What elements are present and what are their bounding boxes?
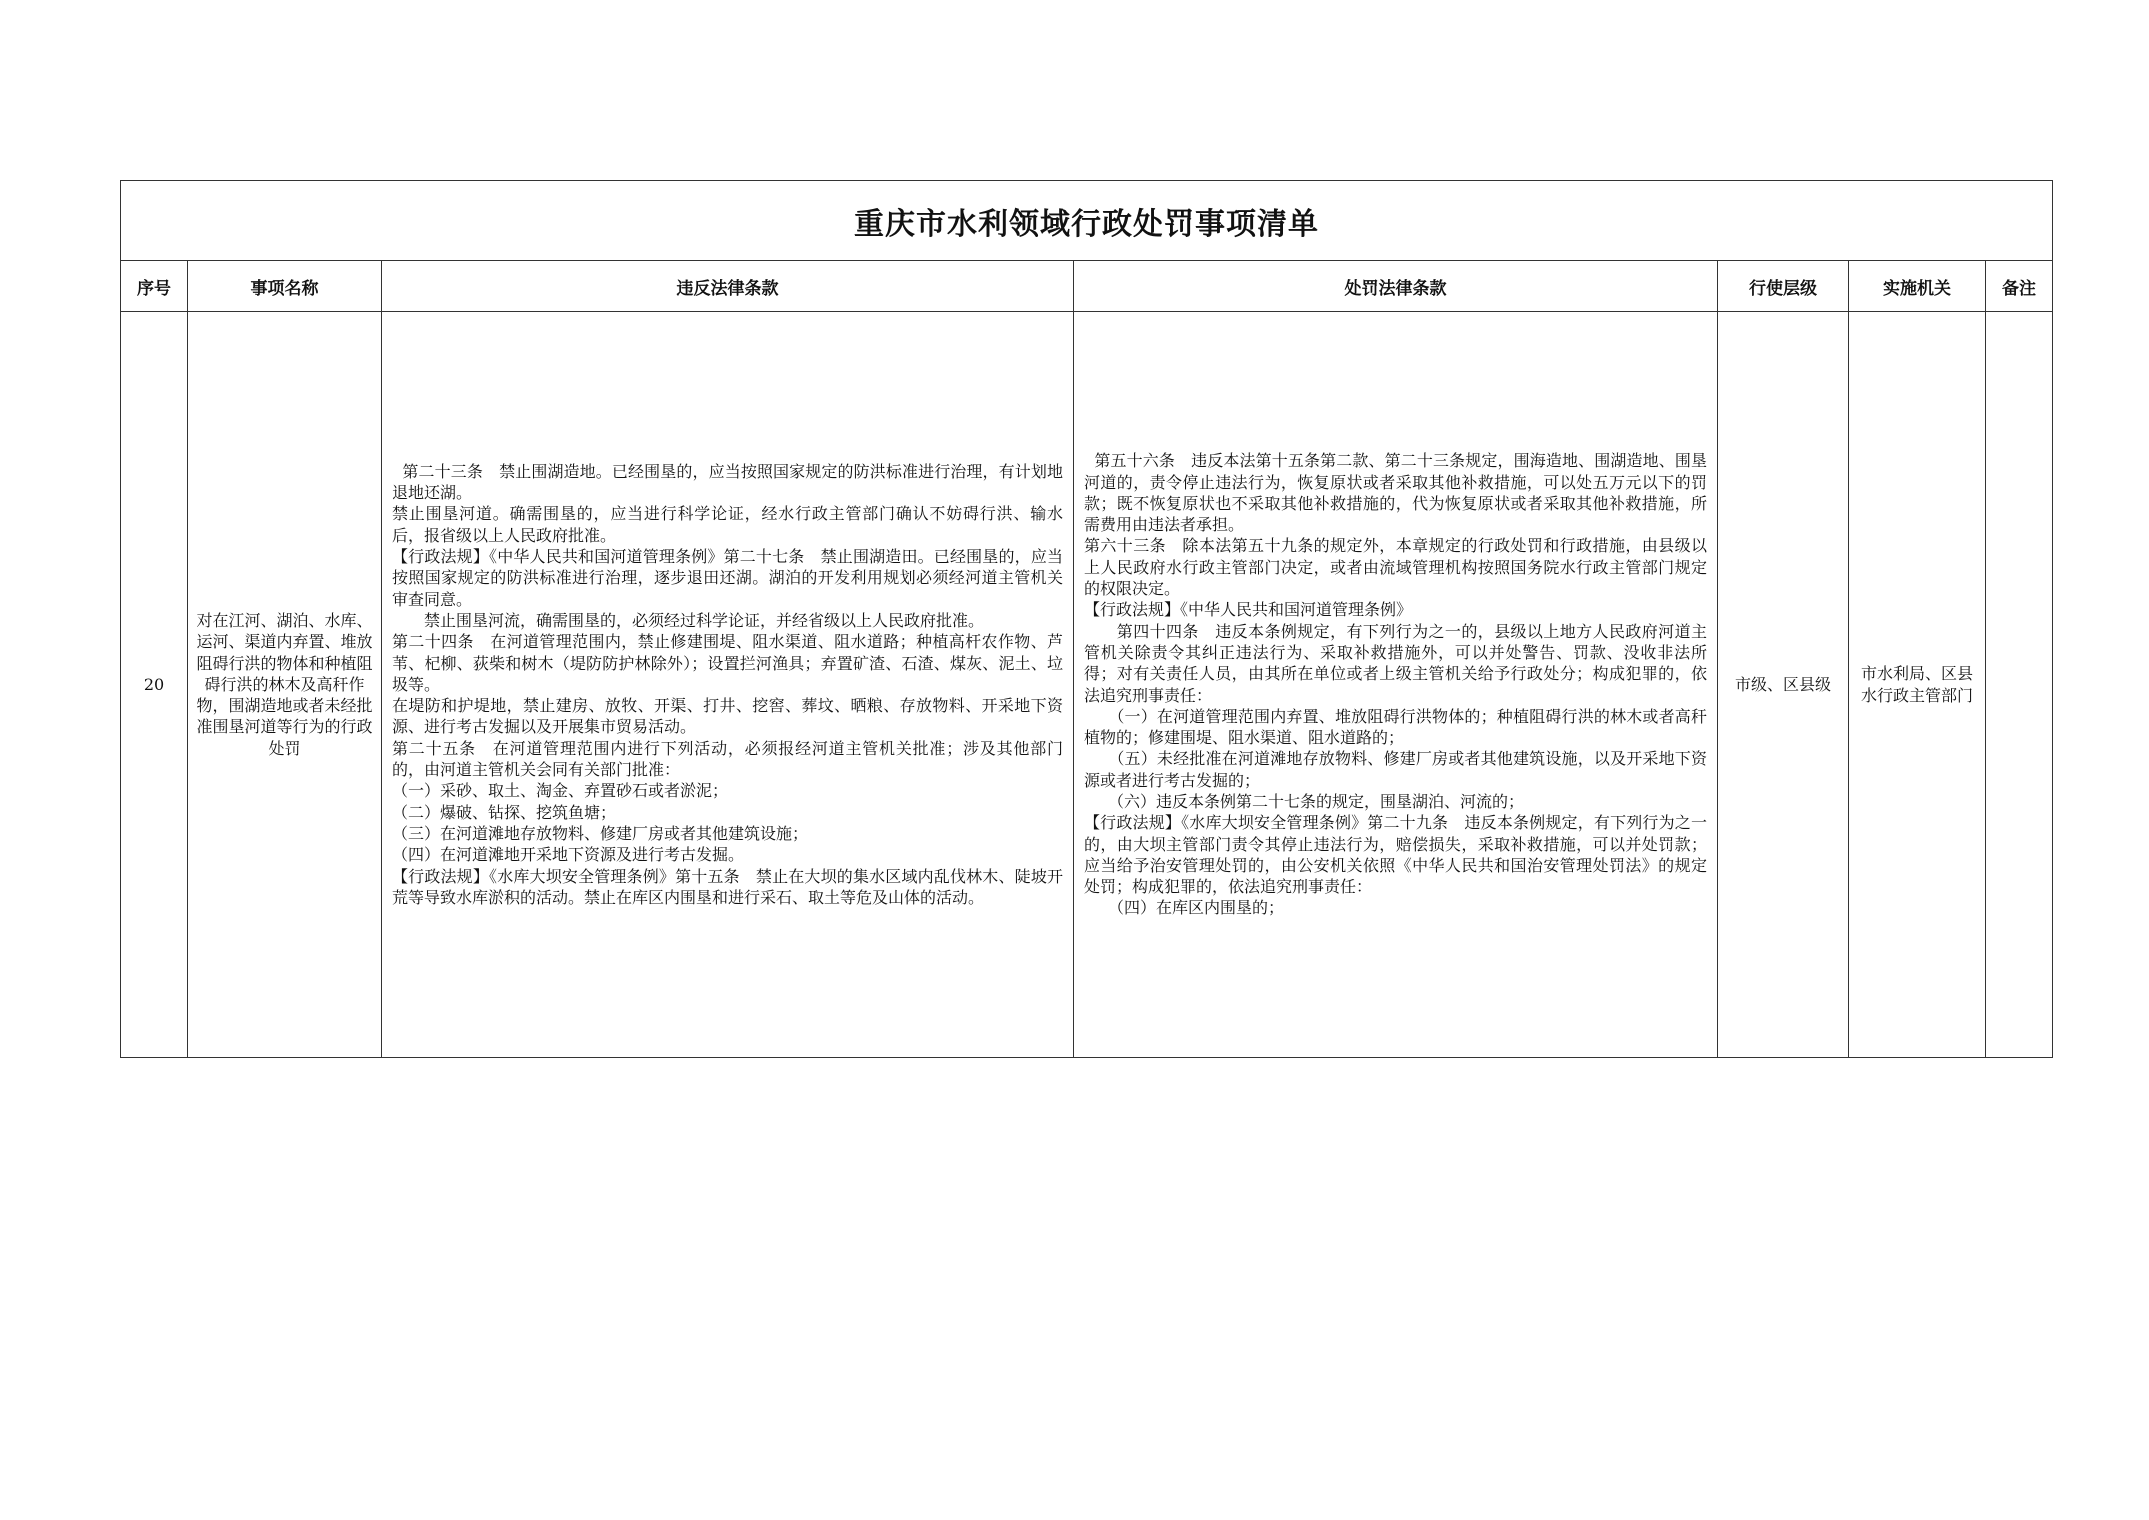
header-seq: 序号: [121, 261, 188, 312]
cell-violated-law: [382, 312, 1074, 1058]
penalty-law-line: （一）在河道管理范围内弃置、堆放阻碍行洪物体的；种植阻碍行洪的林木或者高秆植物的；修建围堤、阻水渠道、阻水道路的；: [1084, 706, 1707, 748]
violated-law-line: 【行政法规】《中华人民共和国河道管理条例》第二十七条 禁止围湖造田。已经围垦的，应当按照国家规定的防洪标准进行治理，逐步退田还湖。湖泊的开发利用规划必须经河道主管机关审查同意。: [392, 547, 1063, 609]
violated-law-line: 禁止围垦河流，确需围垦的，必须经过科学论证，并经省级以上人民政府批准。: [392, 610, 985, 630]
violated-law-line: （四）在河道滩地开采地下资源及进行考古发掘。: [392, 845, 745, 865]
penalty-law-line: （四）在库区内围垦的；: [1084, 898, 1285, 918]
table-title: 重庆市水利领域行政处罚事项清单: [121, 181, 2053, 261]
title-row: [121, 181, 2053, 261]
header-item-name: 事项名称: [188, 261, 382, 312]
violated-law-line: （一）采砂、取土、淘金、弃置砂石或者淤泥；: [392, 781, 729, 801]
cell-seq: 20: [121, 312, 188, 1058]
penalty-law-line: 第六十三条 除本法第五十九条的规定外，本章规定的行政处罚和行政措施，由县级以上人民政府水行政主管部门决定，或者由流域管理机构按照国务院水行政主管部门规定的权限决定。: [1084, 536, 1707, 599]
header-agency: 实施机关: [1849, 261, 1986, 312]
header-row: [121, 261, 2053, 312]
violated-law-line: 在堤防和护堤地，禁止建房、放牧、开渠、打井、挖窖、葬坟、晒粮、存放物料、开采地下资源、进行考古发掘以及开展集市贸易活动。: [392, 696, 1063, 737]
penalty-law-line: 第五十六条 违反本法第十五条第二款、第二十三条规定，围海造地、围湖造地、围垦河道的，责令停止违法行为，恢复原状或者采取其他补救措施，可以处五万元以下的罚款；既不恢复原状也不采取其他补救措施的，代为恢复原状或者采取其他补救措施，所需费用由违法者承担。: [1084, 451, 1707, 535]
violated-law-line: 第二十三条 禁止围湖造地。已经围垦的，应当按照国家规定的防洪标准进行治理，有计划地退地还湖。: [392, 461, 1063, 503]
cell-remark: [1986, 312, 2053, 1058]
cell-level: 市级、区县级: [1718, 312, 1849, 1058]
penalty-law-line: 【行政法规】《中华人民共和国河道管理条例》: [1084, 600, 1413, 620]
penalty-law-line: 【行政法规】《水库大坝安全管理条例》第二十九条 违反本条例规定，有下列行为之一的，由大坝主管部门责令其停止违法行为，赔偿损失，采取补救措施，可以并处罚款；应当给予治安管理处罚的，由公安机关依照《中华人民共和国治安管理处罚法》的规定处罚；构成犯罪的，依法追究刑事责任：: [1084, 813, 1707, 897]
penalty-law-line: （六）违反本条例第二十七条的规定，围垦湖泊、河流的；: [1084, 791, 1525, 811]
header-violated-law: 违反法律条款: [382, 261, 1074, 312]
violated-law-line: （二）爆破、钻探、挖筑鱼塘；: [392, 802, 617, 822]
penalty-law-line: （五）未经批准在河道滩地存放物料、修建厂房或者其他建筑设施，以及开采地下资源或者进行考古发掘的；: [1084, 749, 1707, 790]
header-remark: 备注: [1986, 261, 2053, 312]
cell-item-name: 对在江河、湖泊、水库、运河、渠道内弃置、堆放阻碍行洪的物体和种植阻碍行洪的林木及高秆作物，围湖造地或者未经批准围垦河道等行为的行政处罚: [188, 312, 382, 1058]
cell-penalty-law: [1074, 312, 1718, 1058]
violated-law-line: 第二十五条 在河道管理范围内进行下列活动，必须报经河道主管机关批准；涉及其他部门的，由河道主管机关会同有关部门批准：: [392, 738, 1063, 780]
header-level: 行使层级: [1718, 261, 1849, 312]
violated-law-line: 【行政法规】《水库大坝安全管理条例》第十五条 禁止在大坝的集水区域内乱伐林木、陡坡开荒等导致水库淤积的活动。禁止在库区内围垦和进行采石、取土等危及山体的活动。: [392, 866, 1063, 907]
violated-law-line: （三）在河道滩地存放物料、修建厂房或者其他建筑设施；: [392, 823, 809, 843]
penalty-list-table: [120, 180, 2053, 1058]
violated-law-line: 第二十四条 在河道管理范围内，禁止修建围堤、阻水渠道、阻水道路；种植高杆农作物、芦苇、杞柳、荻柴和树木（堤防防护林除外）；设置拦河渔具；弃置矿渣、石渣、煤灰、泥土、垃圾等。: [392, 632, 1063, 694]
penalty-law-line: 第四十四条 违反本条例规定，有下列行为之一的，县级以上地方人民政府河道主管机关除责令其纠正违法行为、采取补救措施外，可以并处警告、罚款、没收非法所得；对有关责任人员，由其所在单位或者上级主管机关给予行政处分；构成犯罪的，依法追究刑事责任：: [1084, 621, 1707, 705]
header-penalty-law: 处罚法律条款: [1074, 261, 1718, 312]
cell-agency: 市水利局、区县水行政主管部门: [1849, 312, 1986, 1058]
violated-law-line: 禁止围垦河道。确需围垦的，应当进行科学论证，经水行政主管部门确认不妨碍行洪、输水后，报省级以上人民政府批准。: [392, 504, 1063, 545]
table-row: [121, 312, 2053, 1058]
